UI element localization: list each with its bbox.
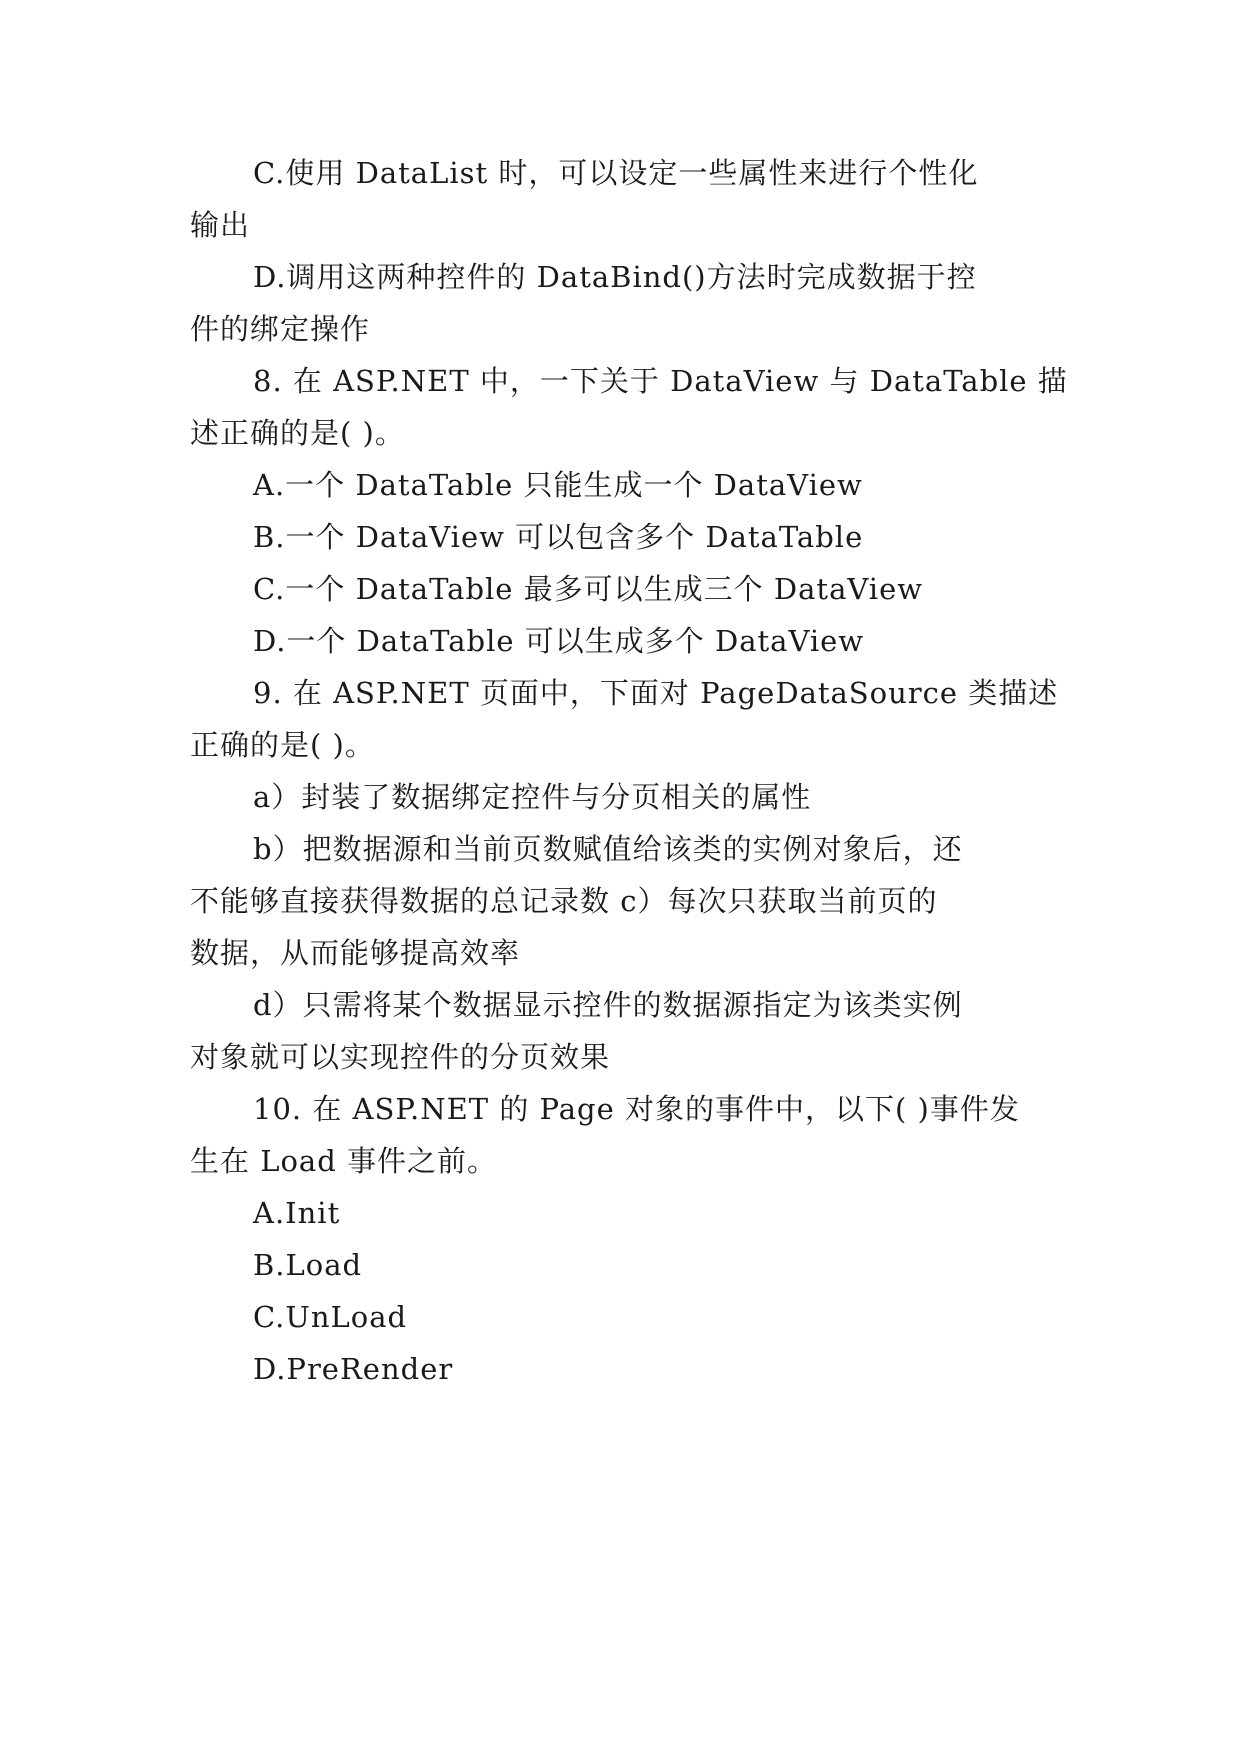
option-b: B.Load	[253, 1248, 363, 1282]
option-b: B.一个 DataView 可以包含多个 DataTable	[253, 520, 864, 554]
question-10-stem: 10. 在 ASP.NET 的 Page 对象的事件中，以下( )事件发	[253, 1092, 1020, 1126]
option-d: D.PreRender	[253, 1352, 454, 1386]
text-line: 正确的是( )。	[190, 728, 375, 762]
option-d: D.一个 DataTable 可以生成多个 DataView	[253, 624, 865, 658]
text-line: 生在 Load 事件之前。	[190, 1144, 498, 1178]
statement-a: a）封装了数据绑定控件与分页相关的属性	[253, 780, 812, 814]
text-line: 述正确的是( )。	[190, 416, 405, 450]
statement-d: d）只需将某个数据显示控件的数据源指定为该类实例	[253, 988, 963, 1022]
option-c: C.UnLoad	[253, 1300, 408, 1334]
text-line: 对象就可以实现控件的分页效果	[190, 1040, 611, 1074]
question-8-stem: 8. 在 ASP.NET 中，一下关于 DataView 与 DataTable 描	[253, 364, 1068, 398]
text-line: D.调用这两种控件的 DataBind()方法时完成数据于控	[253, 260, 977, 294]
text-line: 件的绑定操作	[190, 312, 371, 346]
statement-b: b）把数据源和当前页数赋值给该类的实例对象后，还	[253, 832, 963, 866]
text-line: 不能够直接获得数据的总记录数 c）每次只获取当前页的	[190, 884, 938, 918]
text-line: 数据，从而能够提高效率	[190, 936, 521, 970]
question-9-stem: 9. 在 ASP.NET 页面中，下面对 PageDataSource 类描述	[253, 676, 1059, 710]
option-a: A.一个 DataTable 只能生成一个 DataView	[253, 468, 863, 502]
text-line: 输出	[190, 208, 251, 242]
option-a: A.Init	[253, 1196, 341, 1230]
option-c: C.一个 DataTable 最多可以生成三个 DataView	[253, 572, 924, 606]
text-line: C.使用 DataList 时，可以设定一些属性来进行个性化	[253, 156, 979, 190]
